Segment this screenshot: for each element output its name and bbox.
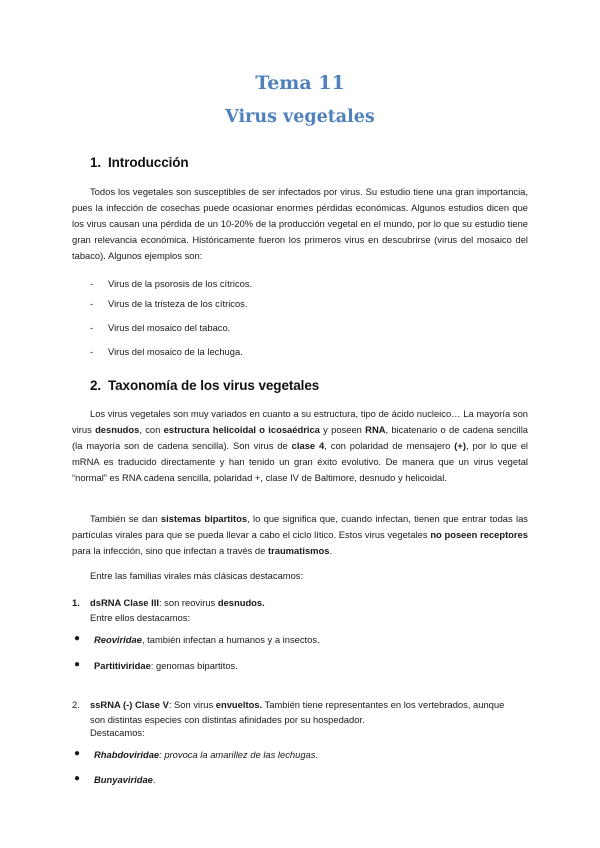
dash-marker: -	[90, 278, 94, 289]
list-item: - Virus del mosaico del tabaco.	[90, 322, 231, 333]
families-intro: Entre las familias virales más clásicas destacamos:	[90, 570, 304, 581]
family-2-destacamos: Destacamos:	[90, 727, 145, 738]
family-1-heading: 1. dsRNA Clase III: son reovirus desnudos.	[72, 597, 265, 608]
bullet-marker: ●	[74, 633, 81, 644]
bullet-marker: ●	[74, 659, 81, 670]
section-2-title: Taxonomía de los virus vegetales	[108, 378, 320, 393]
section-1-heading	[90, 155, 189, 170]
dash-marker: -	[90, 346, 94, 357]
doc-title: Tema 11	[255, 72, 345, 94]
bullet-marker: ●	[74, 773, 81, 784]
list-item: Reoviridae, también infectan a humanos y a insectos.	[94, 634, 320, 645]
family-2-heading: 2. ssRNA (-) Clase V: Son virus envueltos. También tiene representantes en los vertebrados, aunque	[72, 699, 505, 710]
taxonomy-paragraph-1: Los virus vegetales son muy variados en cuanto a su estructura, tipo de ácido nucleico… La mayoría son virus desnudos, con estructura helicoidal o icosaédrica y poseen RNA, bicatenario o de cadena sencilla (la mayoría son de cadena sencilla). Son virus de clase 4, con polaridad de mensajero (+), por lo que el mRNA es traducido directamente y han tenido un gran éxito evolutivo. De manera que un virus vegetal “normal” es RNA cadena sencilla, polaridad +, clase IV de Baltimore, desnudo y helicoidal.	[72, 408, 529, 483]
intro-text: Todos los vegetales son susceptibles de ser infectados por virus. Su estudio tiene una gran importancia, pues la infección de cosechas puede ocasionar enormes pérdidas económicas. Algunos estudios dicen que los virus causan una pérdida de un 10-20% de la producción vegetal en el mundo, por lo que su estudio tiene gran relevancia económica. Históricamente fueron los primeros virus en descubrirse (virus del mosaico del tabaco). Algunos ejemplos son:	[72, 186, 528, 261]
dash-marker: -	[90, 298, 94, 309]
section-1-title: Introducción	[108, 155, 189, 170]
list-item: - Virus del mosaico de la lechuga.	[90, 346, 243, 357]
doc-subtitle: Virus vegetales	[225, 107, 375, 127]
list-item: Bunyaviridae.	[94, 774, 156, 785]
bullet-marker: ●	[74, 748, 81, 759]
section-2-number: 2.	[90, 378, 102, 393]
section-2-heading	[90, 378, 319, 393]
section-1-number: 1.	[90, 155, 102, 170]
intro-paragraph	[72, 184, 528, 264]
list-item: Rhabdoviridae: provoca la amarillez de las lechugas.	[94, 749, 319, 760]
taxonomy-paragraph-2: También se dan sistemas bipartitos, lo que significa que, cuando infectan, tienen que entrar todas las partículas virales para que se pueda llevar a cabo el ciclo lítico. Estos virus vegetales no poseen receptores para la infección, sino que infectan a través de traumatismos.	[72, 513, 528, 556]
list-item: Partitiviridae: genomas bipartitos.	[94, 660, 238, 671]
family-1-subline: Entre ellos destacamos:	[90, 612, 191, 623]
list-item: - Virus de la tristeza de los cítricos.	[90, 298, 248, 309]
family-2-subline: son distintas especies con distintas afinidades por su hospedador.	[90, 714, 365, 725]
dash-marker: -	[90, 322, 94, 333]
list-item: - Virus de la psorosis de los cítricos.	[90, 278, 253, 289]
